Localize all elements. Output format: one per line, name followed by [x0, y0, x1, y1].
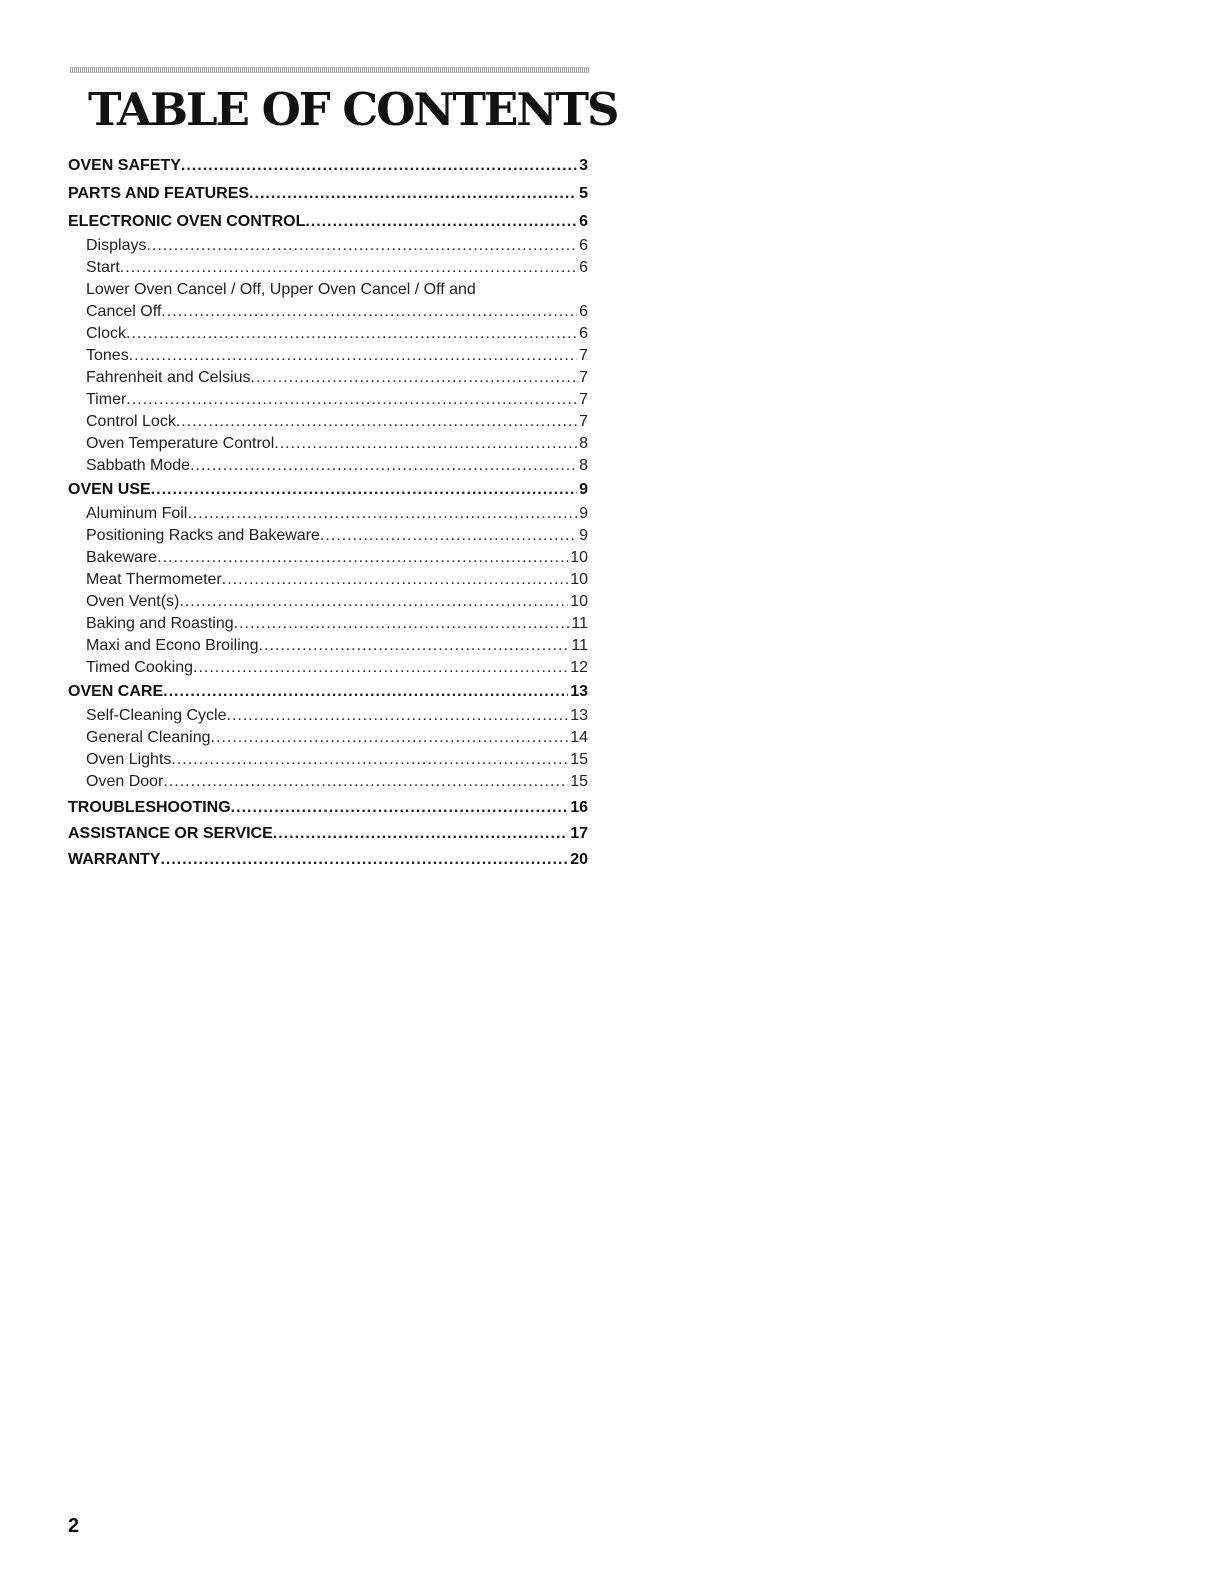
toc-subentry-label: Oven Door: [86, 773, 164, 790]
dot-leader: [190, 455, 577, 477]
toc-subentry-oven-door[interactable]: [68, 771, 588, 793]
toc-subentry-page: 6: [579, 237, 588, 254]
toc-subentry-clock[interactable]: [68, 323, 588, 345]
toc-entry-label: OVEN CARE: [68, 683, 164, 700]
toc-entry-label: OVEN USE: [68, 481, 151, 498]
toc-subentry-meat-thermometer[interactable]: [68, 569, 588, 591]
toc-subentry-cancel-off-line1[interactable]: Lower Oven Cancel / Off, Upper Oven Cancel / Off and: [86, 281, 476, 298]
toc-subentry-general-cleaning[interactable]: [68, 727, 588, 749]
toc-subentry-page: 7: [579, 413, 588, 430]
toc-subentry-page: 10: [570, 571, 588, 588]
toc-entry-oven-safety[interactable]: [68, 153, 588, 179]
toc-entry-assistance-or-service[interactable]: [68, 821, 588, 847]
toc-entry-parts-and-features[interactable]: [68, 181, 588, 207]
dot-leader: [163, 771, 568, 793]
dot-leader: [171, 749, 568, 771]
toc-subentry-page: 10: [570, 593, 588, 610]
toc-subentry-page: 7: [579, 369, 588, 386]
toc-entry-electronic-oven-control[interactable]: [68, 209, 588, 235]
dot-leader: [163, 679, 568, 705]
toc-subentry-tones[interactable]: [68, 345, 588, 367]
toc-entry-page: 9: [579, 481, 588, 498]
toc-entry-troubleshooting[interactable]: [68, 795, 588, 821]
toc-entry-page: 16: [570, 799, 588, 816]
toc-subentry-positioning-racks[interactable]: [68, 525, 588, 547]
toc-subentry-page: 9: [579, 505, 588, 522]
toc-entry-label: OVEN SAFETY: [68, 157, 181, 174]
toc-subentry-label: Tones: [86, 347, 129, 364]
toc-entry-warranty[interactable]: [68, 847, 588, 873]
toc-subentry-label: Meat Thermometer: [86, 571, 222, 588]
toc-subentry-page: 8: [579, 457, 588, 474]
toc-subentry-label: Displays: [86, 237, 147, 254]
dot-leader: [193, 657, 568, 679]
toc-subentry-bakeware[interactable]: [68, 547, 588, 569]
dot-leader: [211, 727, 569, 749]
page-number: 2: [68, 1515, 80, 1537]
dot-leader: [227, 705, 569, 727]
toc-subentry-page: 6: [579, 325, 588, 342]
toc-subentry-label: Sabbath Mode: [86, 457, 191, 474]
toc-subentry-timer[interactable]: [68, 389, 588, 411]
toc-entry-page: 3: [579, 157, 588, 174]
toc-subentry-page: 11: [571, 615, 588, 632]
toc-subentry-label: Self-Cleaning Cycle: [86, 707, 227, 724]
dot-leader: [120, 257, 577, 279]
toc-entry-label: WARRANTY: [68, 851, 161, 868]
toc-subentry-page: 7: [579, 391, 588, 408]
toc-subentry-cancel-off[interactable]: [68, 301, 588, 323]
toc-entry-page: 13: [570, 683, 588, 700]
toc-subentry-baking-and-roasting[interactable]: [68, 613, 588, 635]
toc-subentry-displays[interactable]: [68, 235, 588, 257]
toc-subentry-start[interactable]: [68, 257, 588, 279]
toc-entry-label: TROUBLESHOOTING: [68, 799, 231, 816]
toc-subentry-label: Timed Cooking: [86, 659, 194, 676]
dot-leader: [181, 153, 577, 179]
toc-subentry-page: 6: [579, 303, 588, 320]
dot-leader: [179, 591, 568, 613]
toc-subentry-oven-vents[interactable]: [68, 591, 588, 613]
toc-subentry-label: Start: [86, 259, 120, 276]
toc-subentry-page: 14: [570, 729, 588, 746]
dot-leader: [146, 235, 577, 257]
toc-subentry-label: Timer: [86, 391, 127, 408]
dot-leader: [151, 477, 577, 503]
toc-subentry-timed-cooking[interactable]: [68, 657, 588, 679]
toc-subentry-fahrenheit-and-celsius[interactable]: [68, 367, 588, 389]
toc-subentry-maxi-and-econo-broiling[interactable]: [68, 635, 588, 657]
toc-entry-oven-care[interactable]: [68, 679, 588, 705]
toc-subentry-label: Control Lock: [86, 413, 176, 430]
toc-subentry-label: Oven Temperature Control: [86, 435, 275, 452]
toc-entry-label: ELECTRONIC OVEN CONTROL: [68, 213, 306, 230]
toc-subentry-page: 10: [570, 549, 588, 566]
toc-entry-page: 6: [579, 213, 588, 230]
toc-subentry-page: 13: [570, 707, 588, 724]
toc-subentry-label: Positioning Racks and Bakeware: [86, 527, 320, 544]
dot-leader: [187, 503, 577, 525]
toc-subentry-page: 15: [570, 773, 588, 790]
toc-entry-page: 20: [570, 851, 588, 868]
toc-subentry-oven-lights[interactable]: [68, 749, 588, 771]
page-title: TABLE OF CONTENTS: [88, 83, 618, 136]
dot-leader: [251, 367, 578, 389]
dot-leader: [259, 635, 570, 657]
toc-subentry-oven-temperature-control[interactable]: [68, 433, 588, 455]
dot-leader: [157, 547, 568, 569]
dot-leader: [273, 821, 568, 847]
toc-subentry-label: General Cleaning: [86, 729, 211, 746]
dot-leader: [222, 569, 568, 591]
dot-leader: [126, 389, 577, 411]
toc-subentry-label: Fahrenheit and Celsius: [86, 369, 251, 386]
header-rule: [70, 67, 589, 73]
toc-entry-page: 5: [579, 185, 588, 202]
toc-subentry-label: Clock: [86, 325, 127, 342]
toc-subentry-page: 9: [579, 527, 588, 544]
toc-subentry-control-lock[interactable]: [68, 411, 588, 433]
table-of-contents: [68, 153, 588, 873]
toc-entry-label: ASSISTANCE OR SERVICE: [68, 825, 273, 842]
dot-leader: [129, 345, 577, 367]
toc-subentry-label: Maxi and Econo Broiling: [86, 637, 259, 654]
dot-leader: [160, 847, 568, 873]
dot-leader: [231, 795, 569, 821]
dot-leader: [126, 323, 577, 345]
toc-subentry-label: Oven Lights: [86, 751, 172, 768]
toc-entry-oven-use[interactable]: [68, 477, 588, 503]
dot-leader: [161, 301, 577, 323]
toc-subentry-self-cleaning-cycle[interactable]: [68, 705, 588, 727]
dot-leader: [176, 411, 577, 433]
dot-leader: [305, 209, 577, 235]
toc-entry-label: PARTS AND FEATURES: [68, 185, 250, 202]
dot-leader: [320, 525, 577, 547]
toc-subentry-aluminum-foil[interactable]: [68, 503, 588, 525]
dot-leader: [234, 613, 570, 635]
toc-subentry-label: Oven Vent(s): [86, 593, 180, 610]
toc-subentry-page: 7: [579, 347, 588, 364]
toc-subentry-page: 8: [579, 435, 588, 452]
toc-subentry-label: Bakeware: [86, 549, 158, 566]
toc-subentry-page: 11: [571, 637, 588, 654]
toc-subentry-page: 12: [570, 659, 588, 676]
toc-subentry-label: Cancel Off: [86, 303, 162, 320]
toc-subentry-page: 15: [570, 751, 588, 768]
toc-subentry-label: Baking and Roasting: [86, 615, 234, 632]
dot-leader: [249, 181, 577, 207]
toc-subentry-sabbath-mode[interactable]: [68, 455, 588, 477]
toc-subentry-label: Aluminum Foil: [86, 505, 188, 522]
toc-entry-page: 17: [570, 825, 588, 842]
toc-subentry-page: 6: [579, 259, 588, 276]
dot-leader: [274, 433, 577, 455]
